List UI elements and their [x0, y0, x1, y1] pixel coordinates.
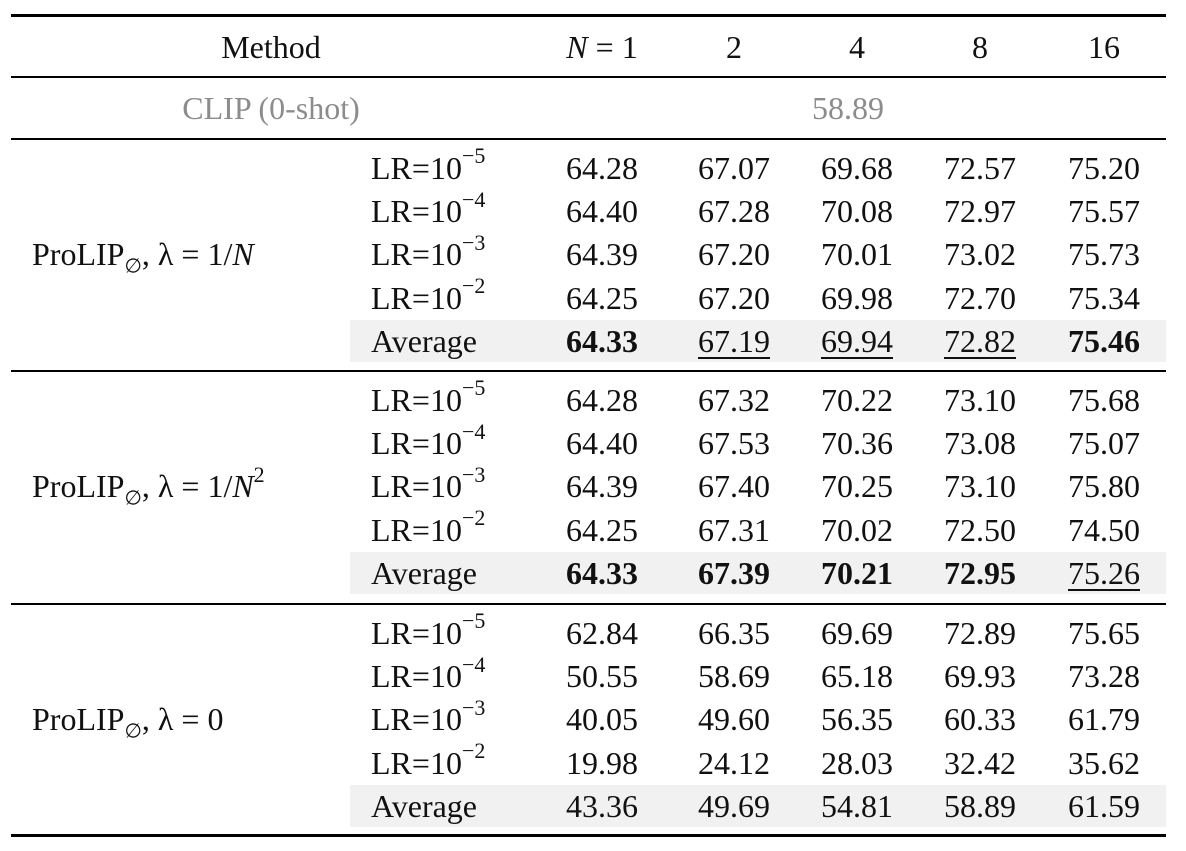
lr-exponent: −4 — [461, 651, 486, 677]
header-shot-4: 4 — [849, 29, 865, 65]
average-cell: 72.82 — [944, 322, 1016, 359]
lr-label — [371, 461, 486, 506]
lr-exponent: −2 — [461, 737, 486, 763]
table-cell: 19.98 — [566, 744, 638, 781]
table-cell: 66.35 — [698, 615, 770, 651]
table-cell: 69.98 — [821, 279, 893, 316]
table-cell: 73.02 — [944, 236, 1016, 273]
table-cell: 70.01 — [821, 236, 893, 273]
lr-base: LR=10 — [371, 468, 462, 505]
lr-label — [371, 229, 486, 274]
average-cell: 43.36 — [566, 787, 638, 824]
lr-exponent: −3 — [461, 229, 486, 255]
lambda-text: , λ = 1/ — [141, 468, 233, 505]
table-cell: 32.42 — [944, 744, 1016, 781]
table-cell: 70.25 — [821, 468, 893, 505]
table-cell: 67.31 — [698, 511, 770, 548]
table-cell: 64.25 — [566, 511, 638, 548]
lr-label — [371, 143, 486, 188]
table-cell: 75.20 — [1068, 150, 1140, 186]
method-name: ProLIP — [32, 701, 125, 738]
lr-label — [371, 651, 486, 696]
table-cell: 70.22 — [821, 382, 893, 418]
lr-label — [371, 418, 486, 463]
average-cell: 64.33 — [566, 322, 638, 359]
average-cell: 72.95 — [944, 554, 1016, 591]
table-cell: 64.39 — [566, 236, 638, 273]
table-cell: 73.10 — [944, 468, 1016, 505]
method-name: ProLIP — [32, 468, 125, 505]
average-cell: 67.19 — [698, 322, 770, 359]
lr-base: LR=10 — [371, 744, 462, 781]
table-cell: 75.65 — [1068, 615, 1140, 651]
lr-label — [371, 272, 486, 318]
table-cell: 75.80 — [1068, 468, 1140, 505]
lr-base: LR=10 — [371, 382, 462, 418]
group-3-method-label — [32, 699, 224, 743]
method-subscript: ∅ — [124, 487, 142, 510]
lr-label — [371, 186, 486, 231]
lr-base: LR=10 — [371, 615, 462, 651]
table-cell: 69.93 — [944, 658, 1016, 695]
lr-base: LR=10 — [371, 193, 462, 230]
lr-base: LR=10 — [371, 511, 462, 548]
table-cell: 60.33 — [944, 701, 1016, 738]
header-shot-8: 8 — [972, 29, 988, 65]
lr-exponent: −5 — [461, 375, 486, 401]
zero-shot-rule — [11, 138, 1166, 140]
lr-exponent: −5 — [461, 143, 486, 169]
header-shot-2: 2 — [726, 29, 742, 65]
table-cell: 74.50 — [1068, 511, 1140, 548]
average-cell: 75.46 — [1068, 322, 1140, 359]
lambda-text: , λ = 1/ — [141, 236, 233, 273]
table-cell: 58.69 — [698, 658, 770, 695]
lr-label — [371, 375, 486, 420]
lambda-exponent: 2 — [253, 461, 265, 487]
average-cell: 54.81 — [821, 787, 893, 824]
average-cell: 70.21 — [821, 554, 893, 591]
table-cell: 72.89 — [944, 615, 1016, 651]
table-cell: 72.97 — [944, 193, 1016, 230]
header-n-1 — [566, 27, 637, 67]
table-cell: 67.20 — [698, 236, 770, 273]
table-cell: 61.79 — [1068, 701, 1140, 738]
table-cell: 64.40 — [566, 193, 638, 230]
table-cell: 75.07 — [1068, 425, 1140, 462]
table-cell: 64.39 — [566, 468, 638, 505]
table-cell: 67.32 — [698, 382, 770, 418]
lr-label — [371, 737, 486, 783]
lambda-text: , λ = 0 — [141, 701, 224, 738]
table-cell: 75.34 — [1068, 279, 1140, 316]
table-cell: 24.12 — [698, 744, 770, 781]
bottom-rule — [11, 834, 1166, 837]
lr-base: LR=10 — [371, 150, 462, 186]
average-cell: 67.39 — [698, 554, 770, 591]
group-1-rule — [11, 370, 1166, 372]
lambda-variable: N — [232, 236, 254, 273]
table-cell: 67.53 — [698, 425, 770, 462]
lr-base: LR=10 — [371, 236, 462, 273]
lr-label — [371, 608, 486, 653]
lr-exponent: −4 — [461, 418, 486, 444]
average-label: Average — [371, 322, 477, 359]
average-cell: 58.89 — [944, 787, 1016, 824]
lr-exponent: −5 — [461, 608, 486, 634]
lr-exponent: −3 — [461, 694, 486, 720]
average-cell: 69.94 — [821, 322, 893, 359]
average-label: Average — [371, 787, 477, 824]
header-n-variable: N — [566, 29, 588, 65]
header-method: Method — [221, 29, 321, 65]
method-subscript: ∅ — [124, 255, 142, 278]
lr-exponent: −2 — [461, 504, 486, 530]
method-subscript: ∅ — [124, 720, 142, 743]
table-cell: 69.69 — [821, 615, 893, 651]
table-cell: 72.50 — [944, 511, 1016, 548]
table-cell: 56.35 — [821, 701, 893, 738]
table-cell: 75.68 — [1068, 382, 1140, 418]
group-2-rule — [11, 603, 1166, 605]
top-rule — [11, 14, 1166, 17]
table-cell: 67.40 — [698, 468, 770, 505]
table-cell: 67.20 — [698, 279, 770, 316]
header-rule — [11, 76, 1166, 78]
table-cell: 67.28 — [698, 193, 770, 230]
zero-shot-value: 58.89 — [812, 90, 884, 126]
table-cell: 35.62 — [1068, 744, 1140, 781]
table-cell: 40.05 — [566, 701, 638, 738]
table-cell: 70.36 — [821, 425, 893, 462]
lr-base: LR=10 — [371, 701, 462, 738]
header-shot-16: 16 — [1088, 29, 1120, 65]
lambda-variable: N — [232, 468, 254, 505]
lr-exponent: −2 — [461, 272, 486, 298]
table-cell: 50.55 — [566, 658, 638, 695]
average-cell: 75.26 — [1068, 554, 1140, 591]
average-label: Average — [371, 554, 477, 591]
table-cell: 64.28 — [566, 150, 638, 186]
table-cell: 73.28 — [1068, 658, 1140, 695]
table-cell: 64.25 — [566, 279, 638, 316]
table-cell: 65.18 — [821, 658, 893, 695]
table-cell: 72.57 — [944, 150, 1016, 186]
lr-exponent: −4 — [461, 186, 486, 212]
table-cell: 64.28 — [566, 382, 638, 418]
lr-label — [371, 694, 486, 739]
table-cell: 70.08 — [821, 193, 893, 230]
table-cell: 64.40 — [566, 425, 638, 462]
header-n-equals: = 1 — [595, 29, 638, 65]
zero-shot-label: CLIP (0-shot) — [182, 90, 360, 126]
table-cell: 49.60 — [698, 701, 770, 738]
lr-base: LR=10 — [371, 425, 462, 462]
average-cell: 61.59 — [1068, 787, 1140, 824]
table-cell: 73.08 — [944, 425, 1016, 462]
lr-base: LR=10 — [371, 279, 462, 316]
average-cell: 49.69 — [698, 787, 770, 824]
method-name: ProLIP — [32, 236, 125, 273]
table-cell: 67.07 — [698, 150, 770, 186]
table-cell: 75.73 — [1068, 236, 1140, 273]
table-cell: 72.70 — [944, 279, 1016, 316]
table-cell: 28.03 — [821, 744, 893, 781]
table-cell: 73.10 — [944, 382, 1016, 418]
lr-label — [371, 504, 486, 550]
table-cell: 70.02 — [821, 511, 893, 548]
table-cell: 75.57 — [1068, 193, 1140, 230]
lr-exponent: −3 — [461, 461, 486, 487]
table-cell: 69.68 — [821, 150, 893, 186]
average-cell: 64.33 — [566, 554, 638, 591]
lr-base: LR=10 — [371, 658, 462, 695]
group-1-method-label — [32, 234, 254, 278]
table-cell: 62.84 — [566, 615, 638, 651]
group-2-method-label — [32, 461, 265, 510]
